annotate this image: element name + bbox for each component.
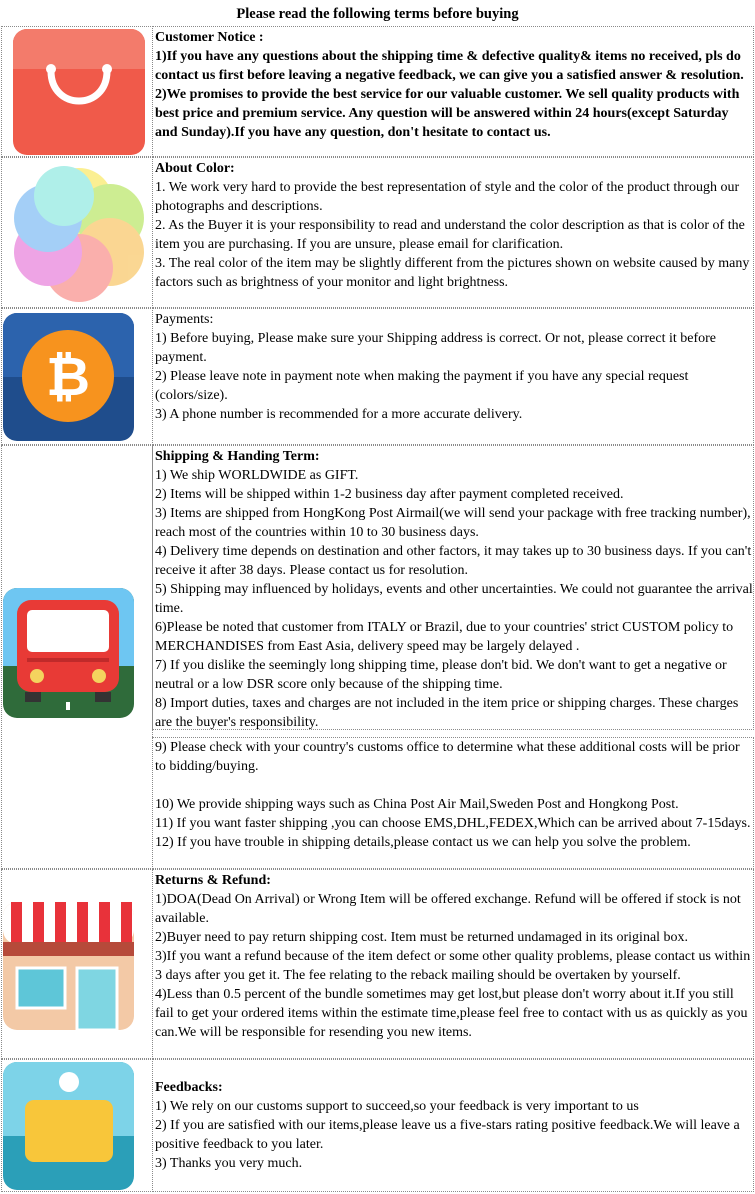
shipping-text bbox=[152, 445, 754, 730]
shipping-line: 12) If you have trouble in shipping details,please contact us we can help you solve the problem. bbox=[155, 835, 691, 850]
customer-notice-heading: Customer Notice : bbox=[155, 30, 264, 45]
feedback-heading: Feedbacks: bbox=[155, 1080, 223, 1095]
shipping-line: 1) We ship WORLDWIDE as GIFT. bbox=[155, 468, 359, 483]
shipping-line: 5) Shipping may influenced by holidays, events and other uncertainties. We could not guarantee the arrival time. bbox=[155, 582, 753, 616]
feedback-line: 1) We rely on our customs support to succeed,so your feedback is very important to us bbox=[155, 1099, 639, 1114]
returns-text bbox=[152, 869, 754, 1059]
returns-icon-cell bbox=[1, 869, 153, 1059]
payments-text bbox=[152, 308, 754, 445]
customer-notice-line: 2)We promises to provide the best service for our valuable customer. We sell quality products with best price and premium service. Any question will be answered within 24 hours(except Saturday and Sunday).If you have any question, don't hesitate to contact us. bbox=[155, 87, 740, 140]
shipping-line: 3) Items are shipped from HongKong Post Airmail(we will send your package with free tracking number), reach most of the countries within 10 to 30 business days. bbox=[155, 506, 751, 540]
returns-heading: Returns & Refund: bbox=[155, 873, 271, 888]
returns-line: 3)If you want a refund because of the item defect or some other quality problems, please contact us within 3 days after you get it. The fee relating to the reback mailing should be overtaken by yourself. bbox=[155, 949, 751, 983]
about-color-text bbox=[152, 157, 754, 308]
shipping-line: 2) Items will be shipped within 1-2 business day after payment completed received. bbox=[155, 487, 624, 502]
customer-icon-cell bbox=[1, 26, 153, 157]
payments-heading: Payments: bbox=[155, 312, 214, 327]
shipping-text-continued bbox=[152, 737, 754, 869]
payments-line: 1) Before buying, Please make sure your Shipping address is correct. Or not, please correct it before payment. bbox=[155, 331, 716, 365]
shipping-line: 10) We provide shipping ways such as China Post Air Mail,Sweden Post and Hongkong Post. bbox=[155, 797, 679, 812]
page-title: Please read the following terms before buying bbox=[236, 6, 519, 22]
returns-line: 4)Less than 0.5 percent of the bundle sometimes may get lost,but please don't worry about it.If you still fail to get your ordered items within the estimate time,please feel free to contact with us as quickly as you can.We will be responsible for resending you new items. bbox=[155, 987, 748, 1040]
shipping-heading: Shipping & Handing Term: bbox=[155, 449, 320, 464]
payments-line: 3) A phone number is recommended for a more accurate delivery. bbox=[155, 407, 523, 422]
customer-notice-text bbox=[152, 26, 754, 157]
feedback-text bbox=[152, 1059, 754, 1192]
bus-icon bbox=[3, 588, 134, 718]
feedback-line: 3) Thanks you very much. bbox=[155, 1156, 303, 1171]
about-color-line: 3. The real color of the item may be slightly different from the pictures shown on website caused by many factors such as brightness of your monitor and light brightness. bbox=[155, 256, 750, 290]
shipping-icon-cell bbox=[1, 445, 153, 869]
shipping-line: 6)Please be noted that customer from ITALY or Brazil, due to your countries' strict CUSTOM policy to MERCHANDISES from East Asia, delivery speed may be largely delayed . bbox=[155, 620, 734, 654]
customer-notice-line: 1)If you have any questions about the shipping time & defective quality& items no received, pls do contact us first before leaving a negative feedback, we can give you a satisfied answer & resolution. bbox=[155, 49, 744, 83]
bitcoin-icon bbox=[3, 313, 134, 441]
about-color-line: 1. We work very hard to provide the best representation of style and the color of the product through our photographs and descriptions. bbox=[155, 180, 740, 214]
shipping-line: 4) Delivery time depends on destination and other factors, it may takes up to 30 business days. If you can't receive it after 38 days. Please contact us for resolution. bbox=[155, 544, 752, 578]
payments-icon-cell bbox=[1, 308, 153, 445]
returns-line: 2)Buyer need to pay return shipping cost. Item must be returned undamaged in its original box. bbox=[155, 930, 689, 945]
about-color-heading: About Color: bbox=[155, 161, 235, 176]
shipping-line: 9) Please check with your country's customs office to determine what these additional costs will be prior to bidding/buying. bbox=[155, 740, 740, 774]
shipping-line: 11) If you want faster shipping ,you can choose EMS,DHL,FEDEX,Which can be arrived about 7-15days. bbox=[155, 816, 751, 831]
color-icon-cell bbox=[1, 157, 153, 308]
feedback-line: 2) If you are satisfied with our items,please leave us a five-stars rating positive feedback.We will leave a positive feedback to you later. bbox=[155, 1118, 740, 1152]
svg-text:₿: ₿ bbox=[45, 345, 91, 408]
about-color-line: 2. As the Buyer it is your responsibility to read and understand the color description as that is color of the item you are purchasing. If you are unsure, please email for clarification. bbox=[155, 218, 745, 252]
shopping-bag-icon bbox=[13, 29, 145, 155]
feedback-tag-icon bbox=[3, 1062, 134, 1190]
returns-line: 1)DOA(Dead On Arrival) or Wrong Item will be offered exchange. Refund will be offered if stock is not available. bbox=[155, 892, 741, 926]
shipping-line: 8) Import duties, taxes and charges are not included in the item price or shipping charges. These charges are the buyer's responsibility. bbox=[155, 696, 739, 730]
shipping-line: 7) If you dislike the seemingly long shipping time, please don't bid. We don't want to get a negative or neutral or a low DSR score only because of the shipping time. bbox=[155, 658, 727, 692]
feedback-icon-cell bbox=[1, 1059, 153, 1192]
storefront-icon bbox=[3, 902, 134, 1030]
color-wheel-icon bbox=[6, 166, 152, 302]
payments-line: 2) Please leave note in payment note when making the payment if you have any special request (colors/size). bbox=[155, 369, 689, 403]
